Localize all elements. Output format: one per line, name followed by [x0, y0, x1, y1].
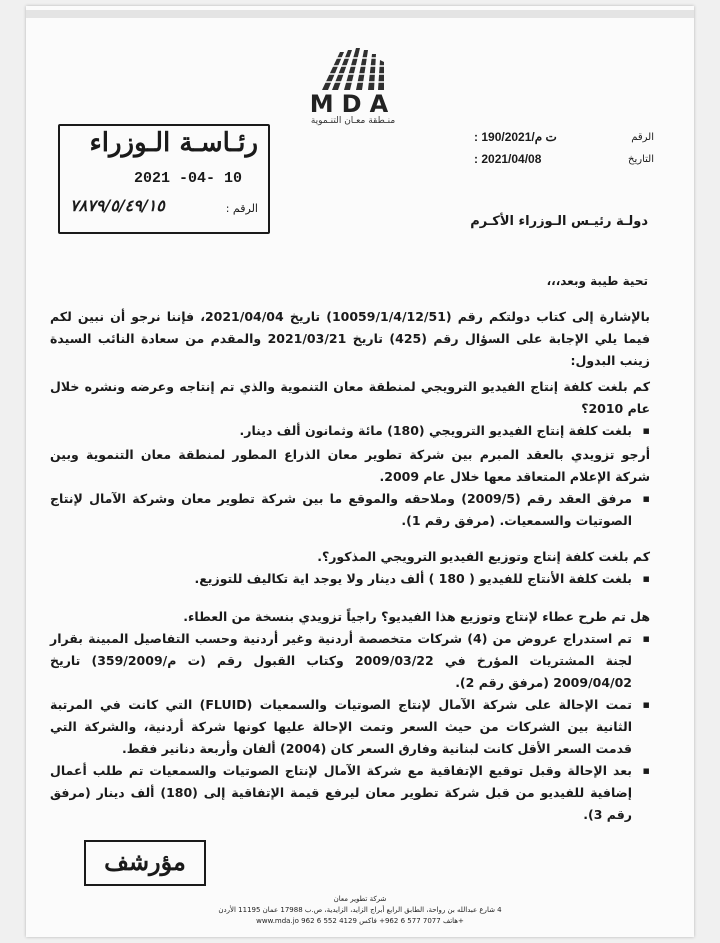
stamp-title: رئـاسـة الـوزراء — [89, 128, 258, 158]
reference-date-row — [454, 148, 654, 170]
archived-stamp: مؤرشف — [84, 840, 206, 886]
reference-number-label: الرقم — [631, 131, 654, 143]
section-4 — [50, 606, 650, 826]
answer-bullet: ▪ تمت الإحالة على شركة الآمال لإنتاج الصوتيات والسمعيات (FLUID) التي كانت في المرتبة الثانية بين الشركات من حيث السعر وتمت الإحالة عليها كونها شركة أردنية، والشركة التي قدمت السعر الأقل كانت لبنانية وفارق السعر كان (2004) ألفان وأربعة دنانير فقط. — [50, 694, 650, 760]
prime-ministry-stamp — [58, 124, 270, 234]
footer-company: شركة تطوير معان — [333, 895, 387, 903]
stamp-number: ٧٨٧٩/٥/٤٩/١٥ — [70, 196, 165, 215]
footer-contact: www.mda.jo هاتف 7077 577 6 962+ فاكس 4129 552 6 962+ — [256, 917, 464, 925]
stamp-date: 2021 -04- 10 — [134, 170, 243, 187]
answer-bullet: ▪ بعد الإحالة وقبل توقيع الإتفاقية مع شركة الآمال لإنتاج الصوتيات والسمعيات تم طلب أعمال إضافية للفيديو من قبل شركة تطوير معان ليرفع قيمة الإتفاقية إلى (180) ألف دينار (مرفق رقم 3). — [50, 760, 650, 826]
intro-paragraph: بالإشارة إلى كتاب دولتكم رقم (10059/1/4/12/51) تاريخ 2021/04/04، فإننا نرجو أن نبين لكم فيما يلي الإجابة على السؤال رقم (425) تاريخ 2021/03/21 والمقدم من سعادة النائب السيدة زينب البدول: — [50, 309, 651, 368]
stamp-number-label: الرقم : — [225, 202, 258, 215]
answer-bullet: ▪ تم استدراج عروض من (4) شركات متخصصة أردنية وغير أردنية وحسب التفاصيل المبينة بقرار لجنة المشتريات المؤرخ في 2009/03/22 وكتاب القبول رقم (ت م/359/2009) تاريخ 2009/04/02 (مرفق رقم 2). — [50, 628, 650, 694]
greeting: تحية طيبة وبعد،،، — [546, 274, 648, 288]
logo-subtext: منـطقة معـان التنـموية — [310, 116, 396, 126]
logo-text: MDA — [309, 90, 397, 118]
question: أرجو تزويدي بالعقد المبرم بين شركة تطوير معان الذراع المطور لمنطقة معان التنموية وبين شركة الإعلام المتعاقد معها خلال عام 2009. — [50, 447, 650, 484]
reference-block — [454, 126, 654, 170]
mda-logo — [288, 46, 418, 136]
letterhead-footer — [206, 894, 514, 927]
answer-bullet: ▪ بلغت كلفة إنتاج الفيديو الترويجي (180) مائة وثمانون ألف دينار. — [50, 420, 650, 442]
question: كم بلغت كلفة إنتاج وتوزيع الفيديو الترويجي المذكور؟. — [317, 549, 650, 564]
section-2 — [50, 444, 650, 532]
answer-bullet: ▪ مرفق العقد رقم (2009/5) وملاحقه والموقع ما بين شركة تطوير معان وشركة الآمال لإنتاج الصوتيات والسمعيات. (مرفق رقم 1). — [50, 488, 650, 532]
reference-date-label: التاريخ — [628, 153, 654, 165]
section-3 — [50, 546, 650, 590]
question: كم بلغت كلفة إنتاج الفيديو الترويجي لمنطقة معان التنموية والذي تم إنتاجه وعرضه ونشره خلال عام 2010؟ — [50, 379, 650, 416]
document-page — [26, 6, 694, 937]
scan-edge — [26, 10, 694, 18]
section-1 — [50, 376, 650, 442]
answer-bullet: ▪ بلغت كلفة الأنتاج للفيديو ( 180 ) ألف دينار ولا يوجد اية تكاليف للتوزيع. — [50, 568, 650, 590]
reference-number: ت م/190/2021 : — [474, 130, 557, 144]
question: هل تم طرح عطاء لإنتاج وتوزيع هذا الفيديو؟ راجياً تزويدي بنسخة من العطاء. — [183, 609, 650, 624]
footer-address: 4 شارع عبدالله بن رواحة، الطابق الرابع أبراج الزايد، الزايدية، ص.ب 17988 عمان 11195 الأردن — [218, 906, 502, 914]
reference-date: 2021/04/08 : — [474, 152, 542, 166]
reference-number-row — [454, 126, 654, 148]
addressee: دولـة رئيـس الـوزراء الأكـرم — [470, 214, 648, 229]
logo-grid-icon — [310, 46, 396, 92]
